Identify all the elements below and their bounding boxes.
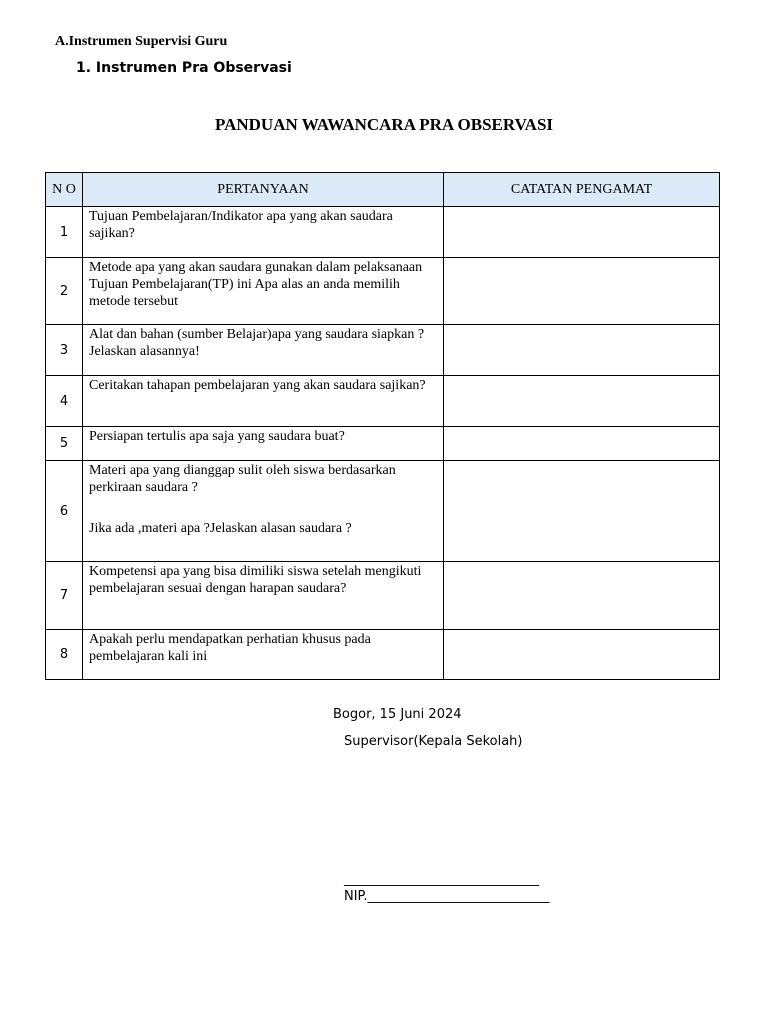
nip-line: NIP.____________________________ — [344, 889, 550, 904]
table-row — [46, 427, 720, 461]
section-heading: A.Instrumen Supervisi Guru — [55, 34, 228, 49]
supervisor-role: Supervisor(Kepala Sekolah) — [344, 734, 523, 749]
column-header-no: N O — [46, 173, 83, 207]
question-text: Materi apa yang dianggap sulit oleh siswa berdasarkan perkiraan saudara ? — [89, 463, 396, 495]
question-text: Persiapan tertulis apa saja yang saudara buat? — [89, 429, 345, 444]
question-text: Tujuan Pembelajaran/Indikator apa yang akan saudara sajikan? — [89, 209, 393, 241]
table-row — [46, 461, 720, 562]
question-text: Alat dan bahan (sumber Belajar)apa yang saudara siapkan ? Jelaskan alasannya! — [89, 327, 425, 359]
table-row — [46, 562, 720, 630]
table-row — [46, 376, 720, 427]
document-title: PANDUAN WAWANCARA PRA OBSERVASI — [214, 115, 554, 134]
observer-notes-cell[interactable] — [444, 562, 720, 630]
row-number: 4 — [46, 376, 83, 427]
row-number: 8 — [46, 630, 83, 680]
signature-name-line: ______________________________ — [344, 872, 539, 887]
question-cell — [83, 207, 444, 258]
table-row — [46, 207, 720, 258]
question-cell — [83, 258, 444, 325]
question-text: Ceritakan tahapan pembelajaran yang akan saudara sajikan? — [89, 378, 426, 393]
observer-notes-cell[interactable] — [444, 325, 720, 376]
table-row — [46, 258, 720, 325]
column-header-question: PERTANYAAN — [83, 173, 444, 207]
observer-notes-cell[interactable] — [444, 630, 720, 680]
question-cell — [83, 461, 444, 562]
place-date: Bogor, 15 Juni 2024 — [333, 707, 462, 722]
question-followup-text: Jika ada ,materi apa ?Jelaskan alasan saudara ? — [89, 521, 352, 536]
observer-notes-cell[interactable] — [444, 461, 720, 562]
question-cell — [83, 325, 444, 376]
row-number: 1 — [46, 207, 83, 258]
table-row — [46, 325, 720, 376]
observer-notes-cell[interactable] — [444, 427, 720, 461]
question-text: Apakah perlu mendapatkan perhatian khusus pada pembelajaran kali ini — [89, 632, 371, 664]
row-number: 6 — [46, 461, 83, 562]
question-cell — [83, 427, 444, 461]
question-text: Kompetensi apa yang bisa dimiliki siswa setelah mengikuti pembelajaran sesuai dengan harapan saudara? — [89, 564, 422, 596]
interview-guide-table — [45, 172, 720, 680]
question-cell — [83, 376, 444, 427]
observer-notes-cell[interactable] — [444, 258, 720, 325]
table-row — [46, 630, 720, 680]
question-text: Metode apa yang akan saudara gunakan dalam pelaksanaan Tujuan Pembelajaran(TP) ini Apa alas an anda memilih metode tersebut — [89, 260, 423, 309]
table-header-row — [46, 173, 720, 207]
row-number: 5 — [46, 427, 83, 461]
subsection-heading: 1. Instrumen Pra Observasi — [76, 60, 292, 76]
column-header-notes: CATATAN PENGAMAT — [444, 173, 720, 207]
question-cell — [83, 630, 444, 680]
row-number: 7 — [46, 562, 83, 630]
row-number: 3 — [46, 325, 83, 376]
row-number: 2 — [46, 258, 83, 325]
question-cell — [83, 562, 444, 630]
observer-notes-cell[interactable] — [444, 207, 720, 258]
observer-notes-cell[interactable] — [444, 376, 720, 427]
